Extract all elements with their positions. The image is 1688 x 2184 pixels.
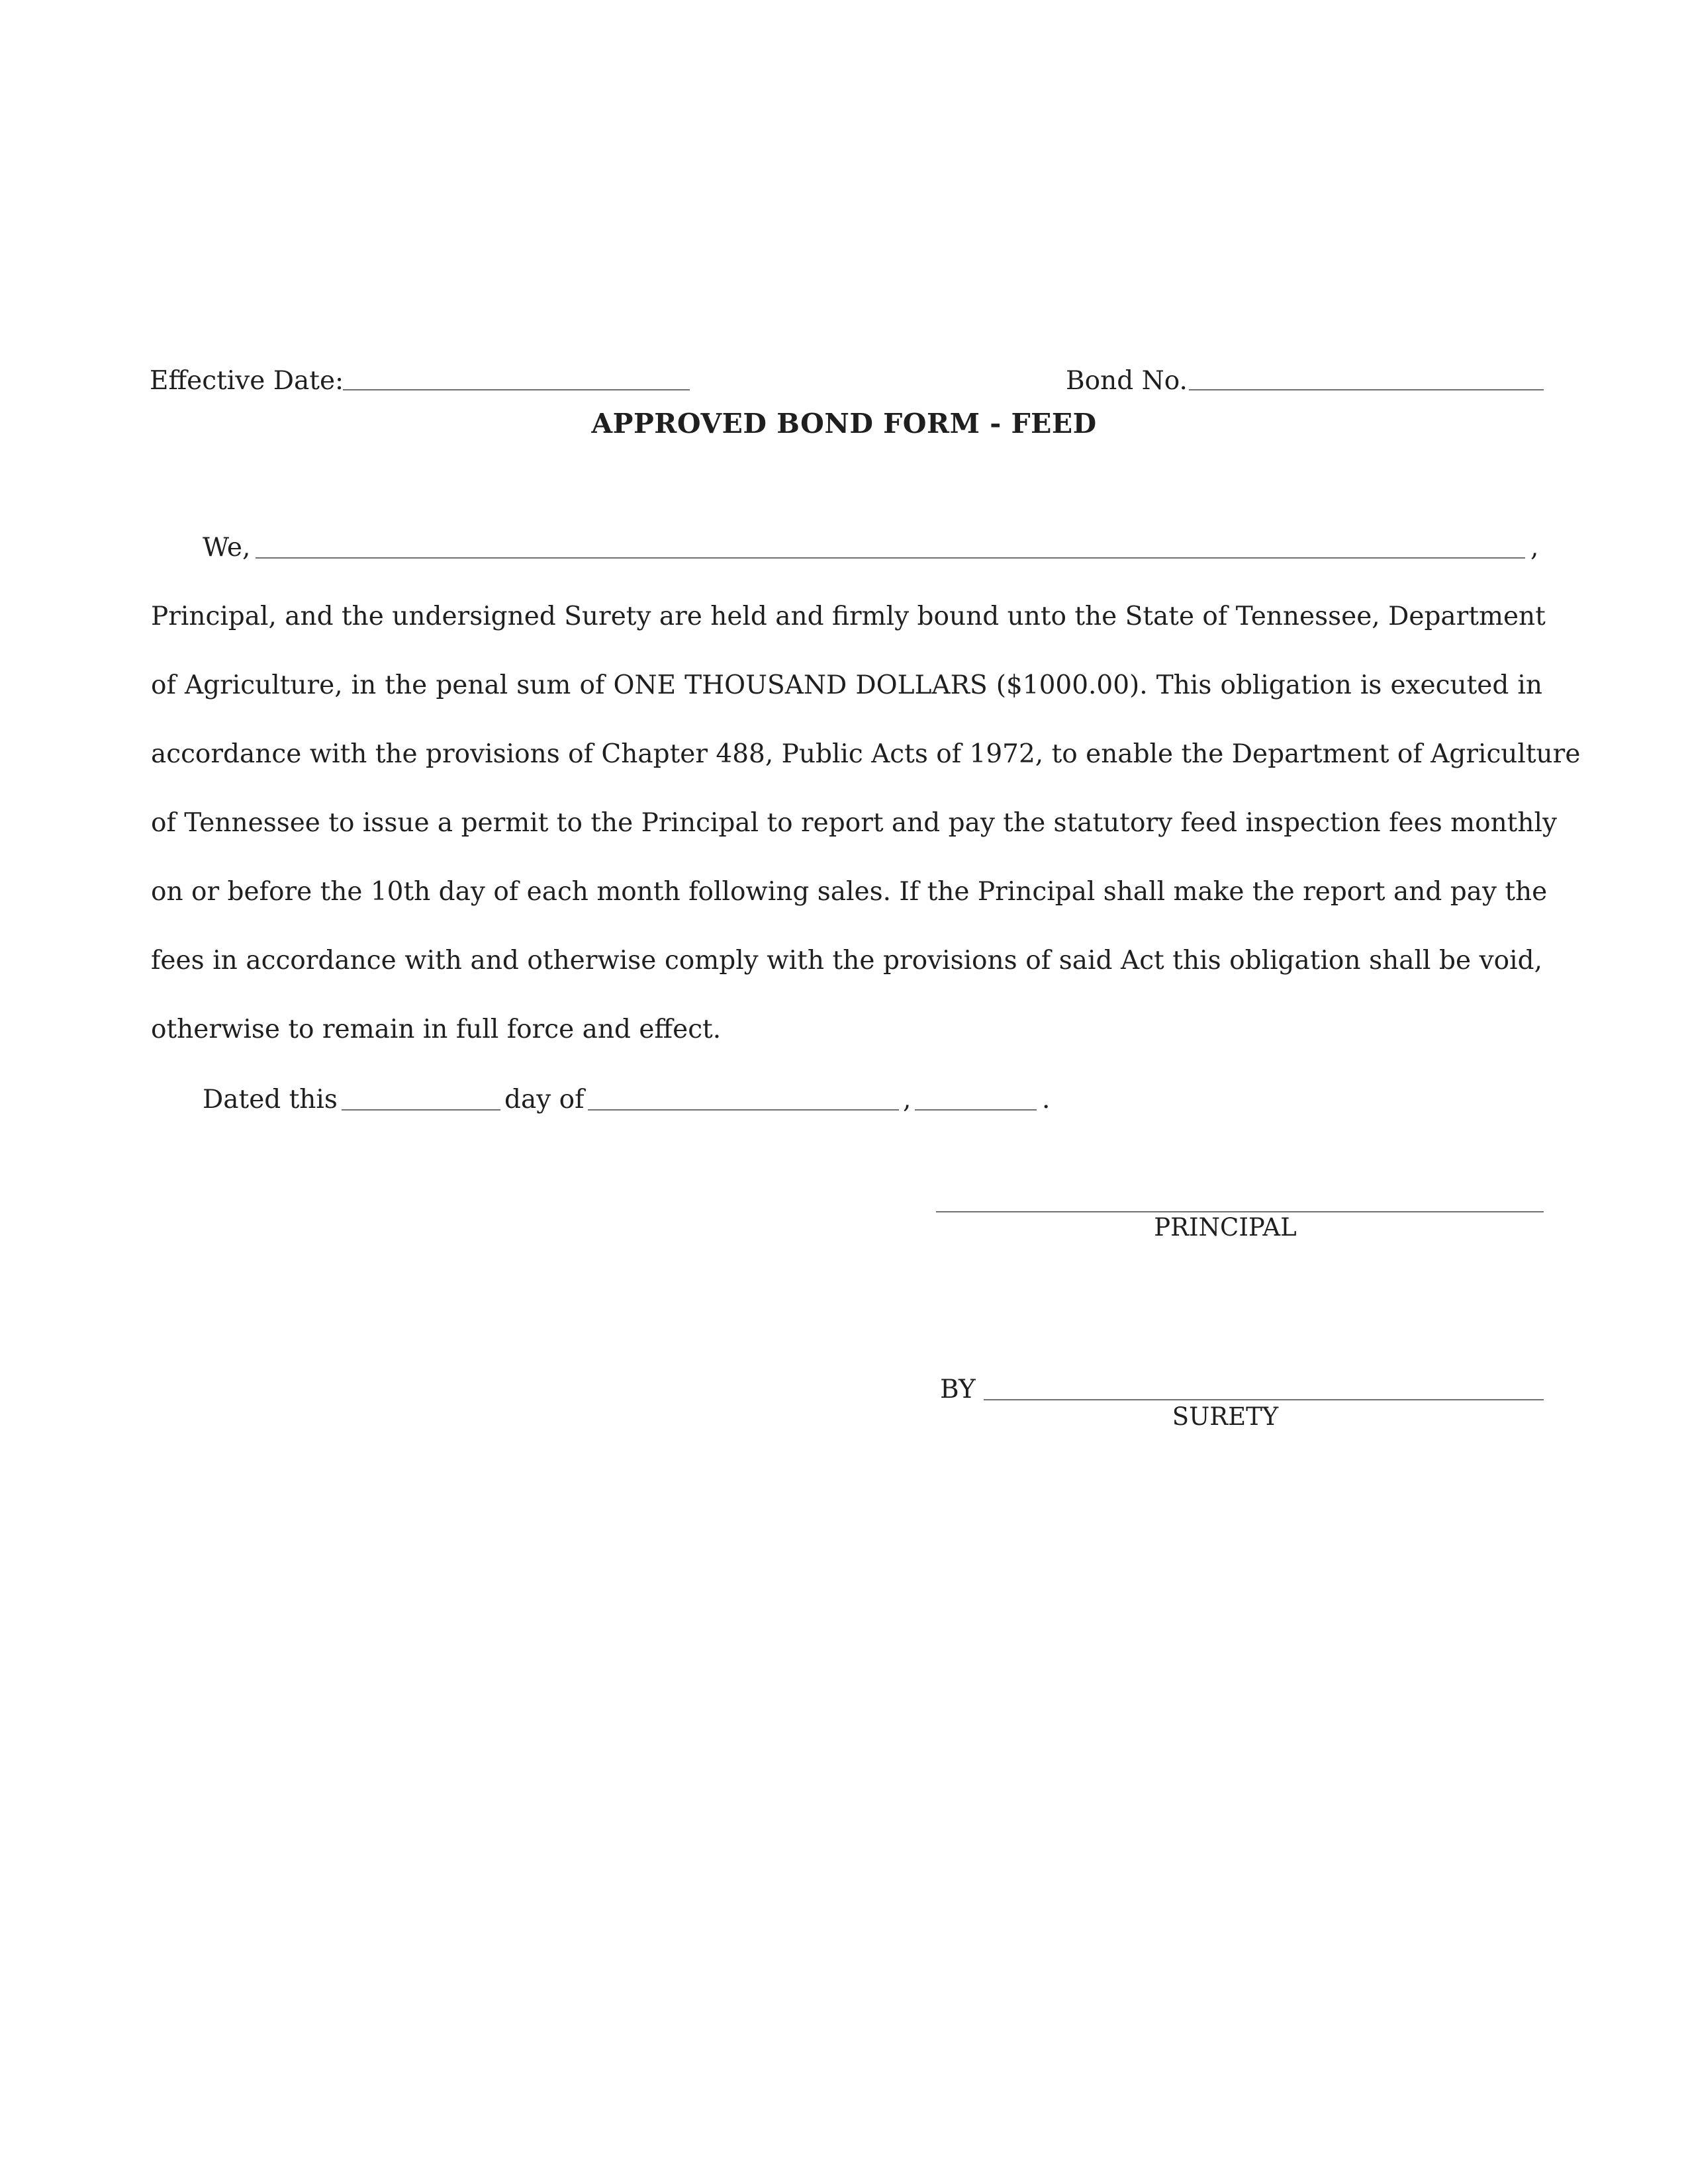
body-line: Principal, and the undersigned Surety are held and firmly bound unto the State of Tennessee, Department xyxy=(151,602,1546,631)
surety-caption: SURETY xyxy=(1172,1402,1279,1431)
by-label: BY xyxy=(940,1375,976,1404)
we-trailing-comma: , xyxy=(1530,533,1539,563)
effective-date-field[interactable] xyxy=(343,389,690,390)
surety-signature-field[interactable] xyxy=(984,1399,1544,1400)
principal-caption: PRINCIPAL xyxy=(1154,1213,1297,1242)
principal-name-field[interactable] xyxy=(256,557,1525,559)
body-line: accordance with the provisions of Chapter 488, Public Acts of 1972, to enable the Department of Agriculture xyxy=(151,739,1581,769)
we-label: We, xyxy=(203,533,251,563)
bond-body-paragraph xyxy=(151,582,1581,1064)
dated-this-label: Dated this xyxy=(203,1085,338,1115)
principal-signature-field[interactable] xyxy=(936,1211,1544,1212)
dated-comma: , xyxy=(903,1085,912,1115)
body-line: otherwise to remain in full force and effect. xyxy=(151,1015,722,1044)
body-line: on or before the 10th day of each month following sales. If the Principal shall make the report and pay the xyxy=(151,877,1548,907)
dated-month-field[interactable] xyxy=(588,1109,899,1111)
dated-period: . xyxy=(1042,1085,1051,1115)
day-of-label: day of xyxy=(504,1085,585,1115)
dated-day-field[interactable] xyxy=(342,1109,500,1111)
effective-date-label: Effective Date: xyxy=(150,366,344,396)
page-title: APPROVED BOND FORM - FEED xyxy=(591,408,1097,439)
body-line: of Agriculture, in the penal sum of ONE THOUSAND DOLLARS ($1000.00). This obligation is executed in xyxy=(151,670,1542,700)
body-line: of Tennessee to issue a permit to the Principal to report and pay the statutory feed inspection fees monthly xyxy=(151,808,1557,838)
bond-no-label: Bond No. xyxy=(1066,366,1188,396)
dated-year-field[interactable] xyxy=(915,1109,1037,1111)
bond-no-field[interactable] xyxy=(1189,389,1544,390)
body-line: fees in accordance with and otherwise comply with the provisions of said Act this obligation shall be void, xyxy=(151,946,1542,976)
